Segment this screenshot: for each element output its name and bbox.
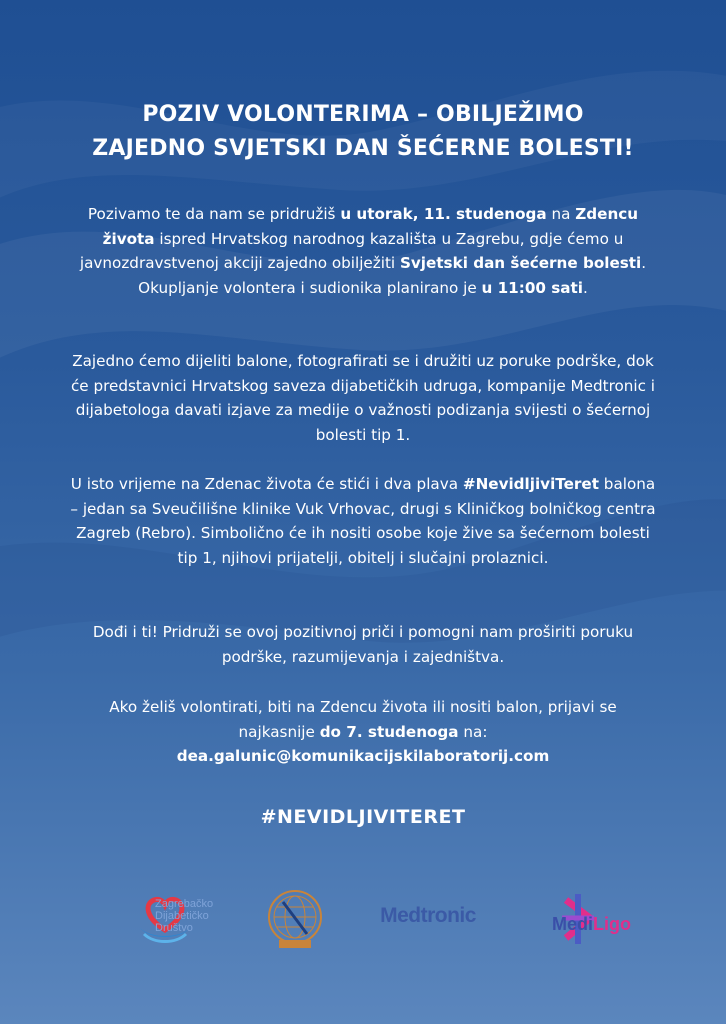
zdd-line-3: Društvo bbox=[155, 922, 193, 934]
mediligo-part-2: Ligo bbox=[593, 914, 632, 934]
p5-deadline: do 7. studenoga bbox=[319, 722, 459, 741]
mediligo-part-1: Medi bbox=[552, 914, 594, 934]
partner-logos bbox=[0, 880, 726, 970]
paragraph-call-to-action: Dođi i ti! Pridruži se ovoj pozitivnoj priči i pomogni nam proširiti poruku podrške, razumijevanja i zajedništva. bbox=[92, 623, 634, 666]
logo-mediligo bbox=[518, 888, 638, 950]
hsdu-globe-seal bbox=[265, 888, 325, 950]
paragraph-registration bbox=[70, 695, 656, 769]
p3-text-a: U isto vrijeme na Zdenac života će stići i dva plava bbox=[70, 475, 463, 493]
paragraph-activities: Zajedno ćemo dijeliti balone, fotografirati se i družiti uz poruke podrške, dok će predstavnici Hrvatskog saveza dijabetičkih udruga, kompanije Medtronic i dijabetologa davati izjave za medije o važnosti podizanja svijesti o šećernoj bolesti tip 1. bbox=[70, 352, 656, 444]
p1-event-name: Svjetski dan šećerne bolesti bbox=[399, 254, 642, 272]
title-line-2: ZAJEDNO SVJETSKI DAN ŠEĆERNE BOLESTI! bbox=[92, 136, 634, 161]
title-line-1: POZIV VOLONTERIMA – OBILJEŽIMO bbox=[142, 102, 584, 127]
p1-text-i: . bbox=[583, 278, 588, 297]
zdd-line-2: Dijabetičko bbox=[155, 910, 209, 922]
medtronic-wordmark: Medtronic bbox=[380, 904, 476, 927]
zdd-line-1: Zagrebačko bbox=[155, 898, 214, 910]
p1-text-g: . Okupljanje volontera i sudionika planirano je bbox=[138, 254, 647, 297]
zdd-wordmark bbox=[155, 898, 213, 934]
p1-date: u utorak, 11. studenoga bbox=[340, 205, 547, 223]
p5-text-a: Ako želiš volontirati, biti na Zdencu života ili nositi balon, prijavi se najkasnije bbox=[109, 698, 617, 741]
paragraph-invitation bbox=[70, 202, 656, 300]
mediligo-wordmark bbox=[552, 914, 631, 935]
p3-hashtag: #NevidljiviTeret bbox=[462, 475, 599, 493]
logo-medtronic bbox=[368, 904, 488, 934]
logo-zagrebacko-dijabeticko-drustvo bbox=[95, 890, 235, 950]
p1-text-c: na bbox=[546, 205, 576, 223]
campaign-hashtag: #NEVIDLJIVITERET bbox=[260, 806, 466, 828]
logo-hsdu bbox=[265, 888, 325, 950]
paragraph-balloons bbox=[70, 472, 656, 570]
p1-text-e: ispred Hrvatskog narodnog kazališta u Zagrebu, gdje ćemo u javnozdravstvenoj akciji zajedno obilježiti bbox=[79, 229, 624, 272]
p1-text-a: Pozivamo te da nam se pridružiš bbox=[87, 205, 341, 223]
p5-text-c: na: bbox=[458, 722, 488, 741]
email-link[interactable]: dea.galunic@komunikacijskilaboratorij.com bbox=[176, 747, 550, 765]
p3-text-c: balona – jedan sa Sveučilišne klinike Vuk Vrhovac, drugi s Kliničkog bolničkog centra Zagreb (Rebro). Simbolično će ih nositi osobe koje žive sa šećernom bolesti tip 1, njihovi prijatelji, obitelj i slučajni prolaznici. bbox=[70, 475, 656, 567]
p1-time: u 11:00 sati bbox=[481, 278, 584, 297]
page-title bbox=[40, 98, 686, 166]
p1-location: Zdencu života bbox=[102, 205, 639, 248]
